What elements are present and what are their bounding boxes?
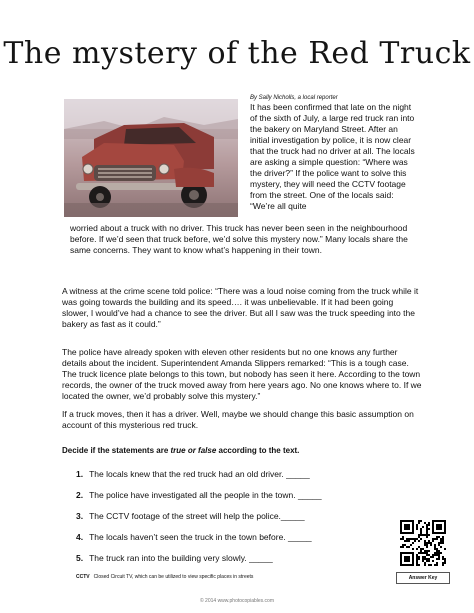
article-paragraph-3: The police have already spoken with eleven other residents but no one knows any further details about the incident. Superintendent Amanda Slippers remarked: “This is a tough case. The truck licence plate belongs to this town, but nobody has seen it here. According to the town records, the owner of the truck moved away from here years ago. No one knows where to. If we located the owner, we’d probably solve this mystery.” [62, 347, 422, 401]
article-paragraph-4: If a truck moves, then it has a driver. Well, maybe we should change this basic assumption on account of this mysterious red truck. [62, 409, 414, 430]
truck-photo [64, 99, 238, 217]
question-item: 3. The CCTV footage of the street will help the police._____ [76, 511, 305, 521]
footnote: CCTV Closed Circuit TV, which can be utilized to view specific places in streets [76, 574, 254, 580]
copyright: © 2014 www.photocopiables.com [199, 598, 274, 604]
exercise-instruction: Decide if the statements are true or false according to the text. [62, 446, 300, 455]
qr-code-icon[interactable] [400, 520, 446, 566]
article-paragraph-1-wrapped: It has been confirmed that late on the night of the sixth of July, a large red truck ran into the bakery on Maryland Street. After an initial investigation by police, it is now clear that the truck had no driver at all. The locals are asking a simple question: “Where was the driver?” If the police want to solve this mystery, they will need the CCTV footage from the street. One of the locals said: “We’re all quite [250, 102, 415, 211]
question-item: 5. The truck ran into the building very slowly. _____ [76, 553, 273, 563]
page-title: The mystery of the Red Truck [3, 36, 471, 71]
article-paragraph-1-continued: worried about a truck with no driver. This truck has never been seen in the neighbourhood before. If we’d seen that truck before, we’d solve this mystery now.” Many locals share the same concerns. They want to know what’s happening in their town. [70, 223, 408, 255]
question-item: 2. The police have investigated all the people in the town. _____ [76, 490, 322, 500]
byline: By Sally Nicholls, a local reporter [250, 95, 338, 101]
question-item: 4. The locals haven’t seen the truck in the town before. _____ [76, 532, 312, 542]
answer-key-button[interactable]: Answer Key [396, 572, 450, 584]
article-paragraph-2: A witness at the crime scene told police: “There was a loud noise coming from the truck while it was going towards the building and its speed…. it was unbelievable. If it had been going slower, I would’ve had a chance to see the driver. But all I saw was the truck speeding into the bakery as fast as it could.” [62, 286, 419, 329]
question-item: 1. The locals knew that the red truck had an old driver. _____ [76, 469, 310, 479]
